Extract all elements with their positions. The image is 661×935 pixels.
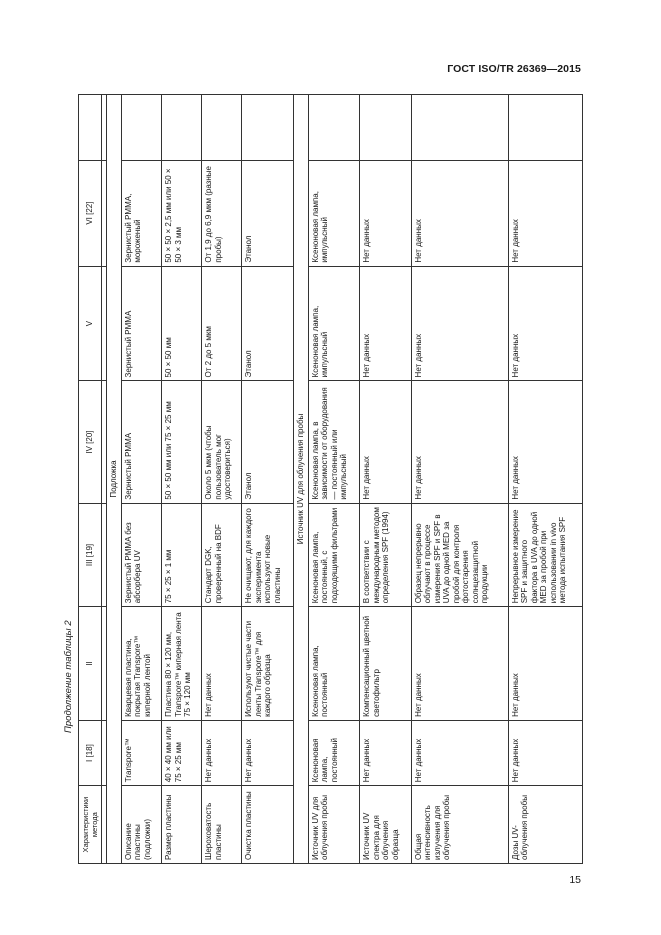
table-cell: Нет данных (508, 607, 582, 721)
row-label: Размер пластины (162, 786, 202, 864)
rotated-table-container (78, 94, 583, 864)
table-cell: Нет данных (411, 381, 508, 503)
page-number: 15 (569, 874, 581, 886)
table-cell: Нет данных (411, 160, 508, 266)
table-row (242, 95, 293, 864)
blank-cell (411, 95, 508, 161)
blank-cell (308, 95, 359, 161)
table-row (411, 95, 508, 864)
document-id: ГОСТ ISO/TR 26369—2015 (447, 63, 581, 75)
blank-cell (508, 95, 582, 161)
table-cell: Нет данных (360, 720, 411, 785)
table-cell: 50 × 50 мм или 75 × 25 мм (162, 381, 202, 503)
table-row (308, 95, 359, 864)
table-cell: Этанол (242, 160, 293, 266)
table-cell: Нет данных (508, 266, 582, 381)
table-cell: Нет данных (202, 720, 242, 785)
table-cell: Пластина 80 × 120 мм, Transpore™ киперная лента 75 × 120 мм (162, 607, 202, 721)
section-title-substrate: Подложка (107, 95, 122, 864)
table-cell: Ксеноновая лампа, импульсный (308, 266, 359, 381)
table-cell: Этанол (242, 381, 293, 503)
table-cell: Нет данных (360, 266, 411, 381)
blank-cell (202, 95, 242, 161)
table-row (202, 95, 242, 864)
table-cell: Нет данных (242, 720, 293, 785)
table-row (508, 95, 582, 864)
row-label: Источник UV для облучения пробы (308, 786, 359, 864)
table-header-row (79, 95, 102, 864)
header-method-6: VI [22] (79, 160, 102, 266)
table-cell: Не очищают, для каждого эксперимента используют новые пластины (242, 503, 293, 607)
table-cell: Ксеноновая лампа, постоянный, с подходящими фильтрами (308, 503, 359, 607)
table-cell: Непрерывное измерение SPF и защитного фактора в UVA до одной MED за пробой при использовании in vivo метода испытания SPF (508, 503, 582, 607)
header-blank-cell (79, 95, 102, 161)
table-cell: Зернистый PMMA (121, 381, 161, 503)
table-cell: Нет данных (508, 720, 582, 785)
table-cell: 50 × 50 мм (162, 266, 202, 381)
table-cell: В соответствии с международным методом определения SPF (1994) (360, 503, 411, 607)
header-method-2: II (79, 607, 102, 721)
table-cell: Нет данных (508, 160, 582, 266)
table-cell: Нет данных (360, 381, 411, 503)
table-row (121, 95, 161, 864)
table-cell: Нет данных (360, 160, 411, 266)
section-row-substrate (107, 95, 122, 864)
table-cell: 50 × 50 × 2,5 мм или 50 × 50 × 3 мм (162, 160, 202, 266)
table-row (162, 95, 202, 864)
table-cell: Нет данных (411, 266, 508, 381)
blank-cell (242, 95, 293, 161)
section-row-uv-source (293, 95, 308, 864)
table-cell: Стандарт DGK, проверенный на BDF (202, 503, 242, 607)
methods-table (78, 94, 583, 864)
table-cell: От 1,9 до 6,9 мкм (разные пробы) (202, 160, 242, 266)
table-cell: Нет данных (202, 607, 242, 721)
row-label: Очистка пластины (242, 786, 293, 864)
table-cell: 40 × 40 мм или 75 × 25 мм (162, 720, 202, 785)
blank-cell (162, 95, 202, 161)
header-method-3: III [19] (79, 503, 102, 607)
header-method-4: IV [20] (79, 381, 102, 503)
section-title-uv-source: Источник UV для облучения пробы (293, 95, 308, 864)
table-caption: Продолжение таблицы 2 (63, 620, 74, 733)
row-label: Описание пластины (подложки) (121, 786, 161, 864)
header-characteristics: Характеристики метода (79, 786, 102, 864)
row-label: Источник UV спектра для облучения образца (360, 786, 411, 864)
table-cell: Образец непрерывно облучают в процессе измерения SPF и SPF в UVA до одной MED за пробой для контроля фотостарения солнцезащитной продукции (411, 503, 508, 607)
table-row (360, 95, 411, 864)
table-cell: Ксеноновая лампа, постоянный (308, 720, 359, 785)
table-cell: Нет данных (411, 720, 508, 785)
table-cell: Нет данных (508, 381, 582, 503)
blank-cell (121, 95, 161, 161)
table-cell: Ксеноновая лампа, импульсный (308, 160, 359, 266)
table-cell: Компенсационный цветной светофильтр (360, 607, 411, 721)
table-cell: Зернистый PMMA (121, 266, 161, 381)
row-label: Дозы UV-облучения пробы (508, 786, 582, 864)
table-cell: 75 × 25 × 1 мм (162, 503, 202, 607)
row-label: Общая интенсивность излучения для облучения пробы (411, 786, 508, 864)
table-cell: Transpore™ (121, 720, 161, 785)
header-method-1: I [18] (79, 720, 102, 785)
table-cell: Ксеноновая лампа, постоянный (308, 607, 359, 721)
header-method-5: V (79, 266, 102, 381)
table-cell: Зернистый PMMA, мороженый (121, 160, 161, 266)
table-cell: Зернистый PMMA без абсорбера UV (121, 503, 161, 607)
blank-cell (360, 95, 411, 161)
table-cell: Используют чистые части ленты Transpore™ для каждого образца (242, 607, 293, 721)
table-cell: Ксеноновая лампа, в зависимости от оборудования — постоянный или импульсный (308, 381, 359, 503)
table-cell: От 2 до 5 мкм (202, 266, 242, 381)
table-cell: Нет данных (411, 607, 508, 721)
row-label: Шероховатость пластины (202, 786, 242, 864)
table-cell: Этанол (242, 266, 293, 381)
table-cell: Около 5 мкм (чтобы пользователь мог удостовериться) (202, 381, 242, 503)
table-cell: Кварцевая пластина, покрытая Transpore™ киперной лентой (121, 607, 161, 721)
